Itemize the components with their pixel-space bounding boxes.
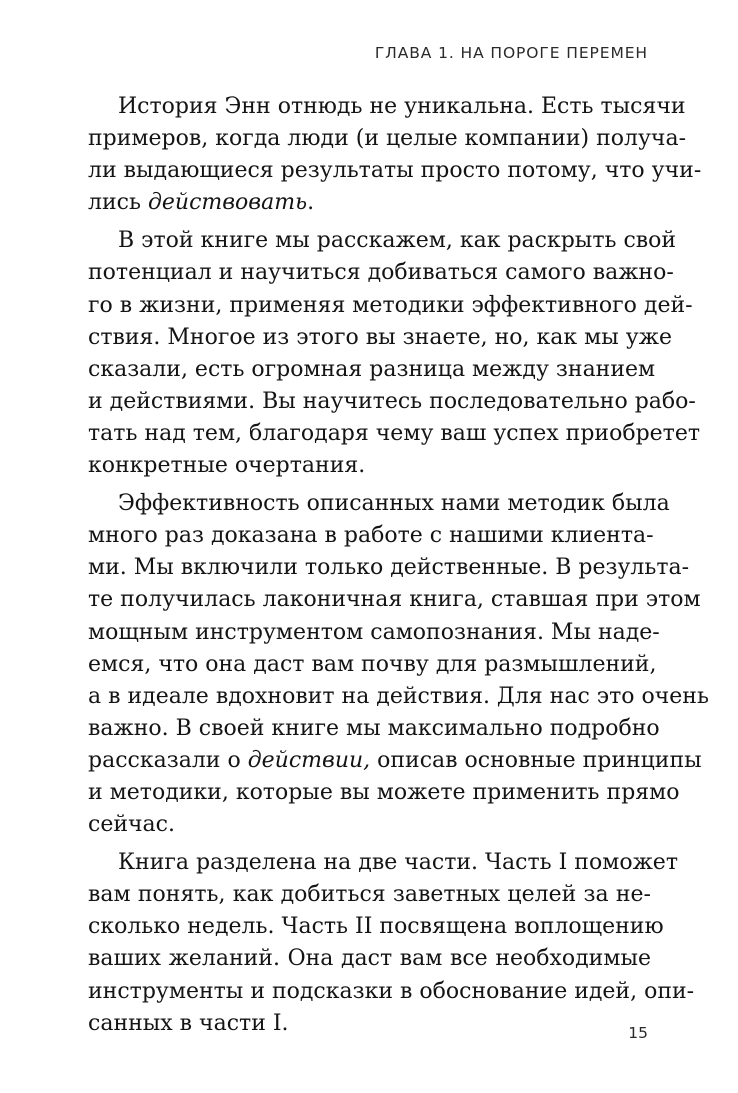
paragraph [88,488,709,841]
text-line: сейчас. [88,812,175,838]
page-number: 15 [628,1024,648,1042]
paragraph [88,847,695,1040]
text-line: ми. Мы включили только действенные. В результа- [88,555,690,581]
text-line: примеров, когда люди (и целые компании) получа- [88,126,687,152]
text-line: емся, что она даст вам почву для размышлений, [88,651,657,677]
text-line: го в жизни, применяя методики эффективного дей- [88,292,693,318]
running-head: ГЛАВА 1. НА ПОРОГЕ ПЕРЕМЕН [374,44,648,62]
paragraph [88,225,701,482]
text-line: ствия. Многое из этого вы знаете, но, как мы уже [88,324,672,350]
text-line: Книга разделена на две части. Часть I поможет [118,850,679,876]
body-text [88,91,709,1040]
text-line: много раз доказана в работе с нашими клиента- [88,523,654,549]
paragraph [88,91,702,219]
text-line: тать над тем, благодаря чему ваш успех приобретет [88,420,701,446]
text-line: и действиями. Вы научитесь последовательно рабо- [88,388,696,414]
text-line: История Энн отнюдь не уникальна. Есть тысячи [118,94,686,119]
text-line: вам понять, как добиться заветных целей за не- [88,882,651,908]
emphasis: действии, [247,747,371,773]
text-fragment: описав основные принципы [370,747,702,773]
text-line: конкретные очертания. [88,453,366,479]
text-line: а в идеале вдохновит на действия. Для нас это очень [88,683,709,709]
text-line: важно. В своей книге мы максимально подробно [88,715,660,741]
text-line: те получилась лаконичная книга, ставшая при этом [88,587,701,613]
text-fragment: рассказали о [88,747,248,773]
text-line: потенциал и научиться добиваться самого важно- [88,260,674,286]
text-fragment: лись [88,190,148,216]
emphasis: действовать [147,190,308,216]
text-line: мощным инструментом самопознания. Мы наде- [88,619,660,645]
text-line: сказали, есть огромная разница между знанием [88,356,656,382]
text-line: инструменты и подсказки в обоснование идей, опи- [88,978,695,1004]
text-line [88,187,651,219]
text-line: санных в части I. [88,1010,289,1036]
text-line: Эффективность описанных нами методик была [118,491,670,517]
text-line: В этой книге мы расскажем, как раскрыть свой [118,228,677,254]
text-line: сколько недель. Часть II посвящена воплощению [88,914,664,940]
text-line: ваших желаний. Она даст вам все необходимые [88,946,651,972]
text-line: и методики, которые вы можете применить прямо [88,779,680,805]
text-line: ли выдающиеся результаты просто потому, что учи- [88,158,702,184]
text-line [88,745,702,777]
text-fragment: . [307,190,315,216]
